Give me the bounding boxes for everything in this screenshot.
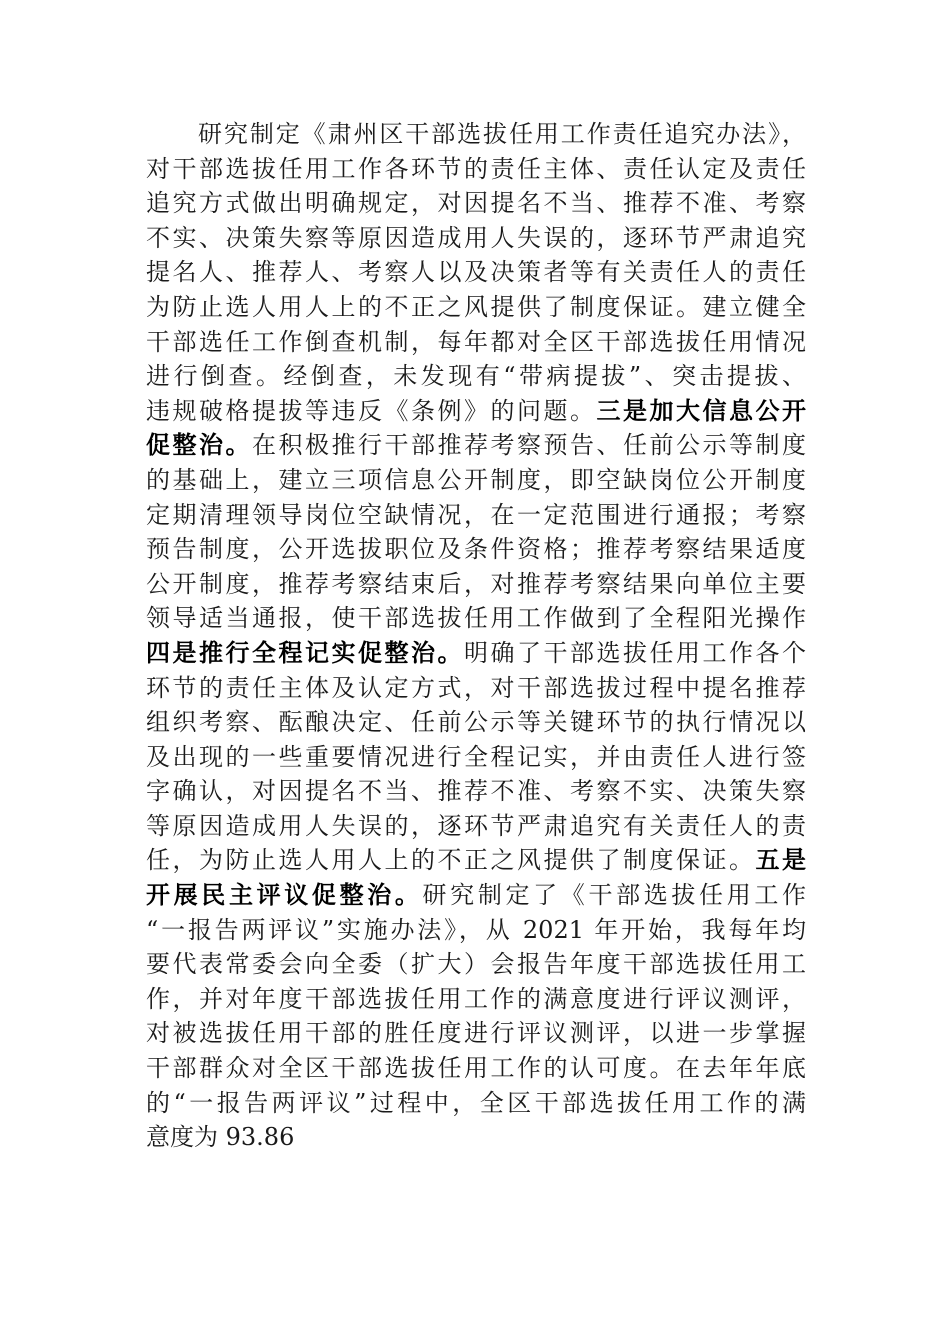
text-line — [146, 982, 806, 1017]
body-text-segment: 任，为防止选人用人上的不正之风提供了制度保证。 — [146, 846, 756, 875]
bold-heading-text: 开展民主评议促整治。 — [146, 881, 423, 910]
text-line — [146, 325, 806, 360]
body-text-segment: 要代表常委会向全委（扩大）会报告年度干部选拔任用工 — [146, 950, 806, 979]
text-line — [146, 809, 806, 844]
text-line — [146, 1016, 806, 1051]
body-text-segment: 及出现的一些重要情况进行全程记实，并由责任人进行签 — [146, 742, 806, 771]
bold-heading-text: 五是 — [755, 846, 806, 875]
body-text-segment: 环节的责任主体及认定方式，对干部选拔过程中提名推荐 — [146, 673, 806, 702]
text-line — [146, 532, 806, 567]
body-text-segment: 的“一报告两评议”过程中，全区干部选拔任用工作的满 — [146, 1088, 806, 1117]
text-line — [146, 1086, 806, 1121]
body-text-segment: 组织考察、酝酿决定、任前公示等关键环节的执行情况以 — [146, 708, 806, 737]
body-text-segment: 研究制定了《干部选拔任用工作 — [422, 881, 807, 910]
text-line — [146, 947, 806, 982]
body-paragraph — [146, 117, 806, 1155]
body-text-segment: 定期清理领导岗位空缺情况，在一定范围进行通报；考察 — [146, 500, 806, 529]
text-line — [146, 843, 806, 878]
text-line — [146, 152, 806, 187]
body-text-segment: 为防止选人用人上的不正之风提供了制度保证。建立健全 — [146, 292, 806, 321]
text-line — [146, 705, 806, 740]
body-text-segment: 作，并对年度干部选拔任用工作的满意度进行评议测评， — [146, 984, 806, 1013]
text-line — [146, 671, 806, 706]
body-text-segment: 干部选任工作倒查机制，每年都对全区干部选拔任用情况 — [146, 327, 806, 356]
text-line — [146, 1120, 806, 1155]
body-text-segment: 违规破格提拔等违反《条例》的问题。 — [146, 396, 597, 425]
bold-heading-text: 四是推行全程记实促整治。 — [146, 638, 464, 667]
text-line — [146, 740, 806, 775]
body-text-segment: 明确了干部选拔任用工作各个 — [464, 638, 806, 667]
body-text-segment: “一报告两评议”实施办法》，从 2021 年开始，我每年均 — [146, 915, 806, 944]
text-line — [146, 186, 806, 221]
bold-heading-text: 三是加大信息公开 — [596, 396, 806, 425]
body-text-segment: 提名人、推荐人、考察人以及决策者等有关责任人的责任 — [146, 258, 806, 287]
text-line — [146, 774, 806, 809]
text-line — [146, 498, 806, 533]
body-text-segment: 在积极推行干部推荐考察预告、任前公示等制度 — [252, 431, 806, 460]
text-line — [146, 878, 806, 913]
text-line — [146, 463, 806, 498]
body-text-segment: 等原因造成用人失误的，逐环节严肃追究有关责任人的责 — [146, 811, 806, 840]
body-text-segment: 对被选拔任用干部的胜任度进行评议测评，以进一步掌握 — [146, 1019, 806, 1048]
text-line — [146, 290, 806, 325]
body-text-segment: 意度为 93.86 — [146, 1123, 295, 1152]
text-line — [146, 636, 806, 671]
text-line — [146, 428, 806, 463]
text-line — [146, 394, 806, 429]
body-text-segment: 研究制定《肃州区干部选拔任用工作责任追究办法》， — [198, 120, 806, 148]
body-text-segment: 进行倒查。经倒查，未发现有“带病提拔”、突击提拔、 — [146, 362, 806, 391]
body-text-segment: 追究方式做出明确规定，对因提名不当、推荐不准、考察 — [146, 189, 806, 218]
text-line — [146, 255, 806, 290]
body-text-segment: 对干部选拔任用工作各环节的责任主体、责任认定及责任 — [146, 154, 806, 183]
body-text-segment: 的基础上，建立三项信息公开制度，即空缺岗位公开制度 — [146, 465, 806, 494]
text-line — [146, 601, 806, 636]
text-line — [146, 117, 806, 152]
body-text-segment: 公开制度，推荐考察结束后，对推荐考察结果向单位主要 — [146, 569, 806, 598]
body-text-segment: 字确认，对因提名不当、推荐不准、考察不实、决策失察 — [146, 777, 806, 806]
text-line — [146, 221, 806, 256]
body-text-segment: 领导适当通报，使干部选拔任用工作做到了全程阳光操作 — [146, 604, 806, 633]
bold-heading-text: 促整治。 — [146, 431, 252, 460]
body-text-segment: 干部群众对全区干部选拔任用工作的认可度。在去年年底 — [146, 1054, 806, 1083]
text-line — [146, 359, 806, 394]
text-line — [146, 567, 806, 602]
body-text-segment: 预告制度，公开选拔职位及条件资格；推荐考察结果适度 — [146, 535, 806, 564]
text-line — [146, 913, 806, 948]
text-line — [146, 1051, 806, 1086]
body-text-segment: 不实、决策失察等原因造成用人失误的，逐环节严肃追究 — [146, 223, 806, 252]
